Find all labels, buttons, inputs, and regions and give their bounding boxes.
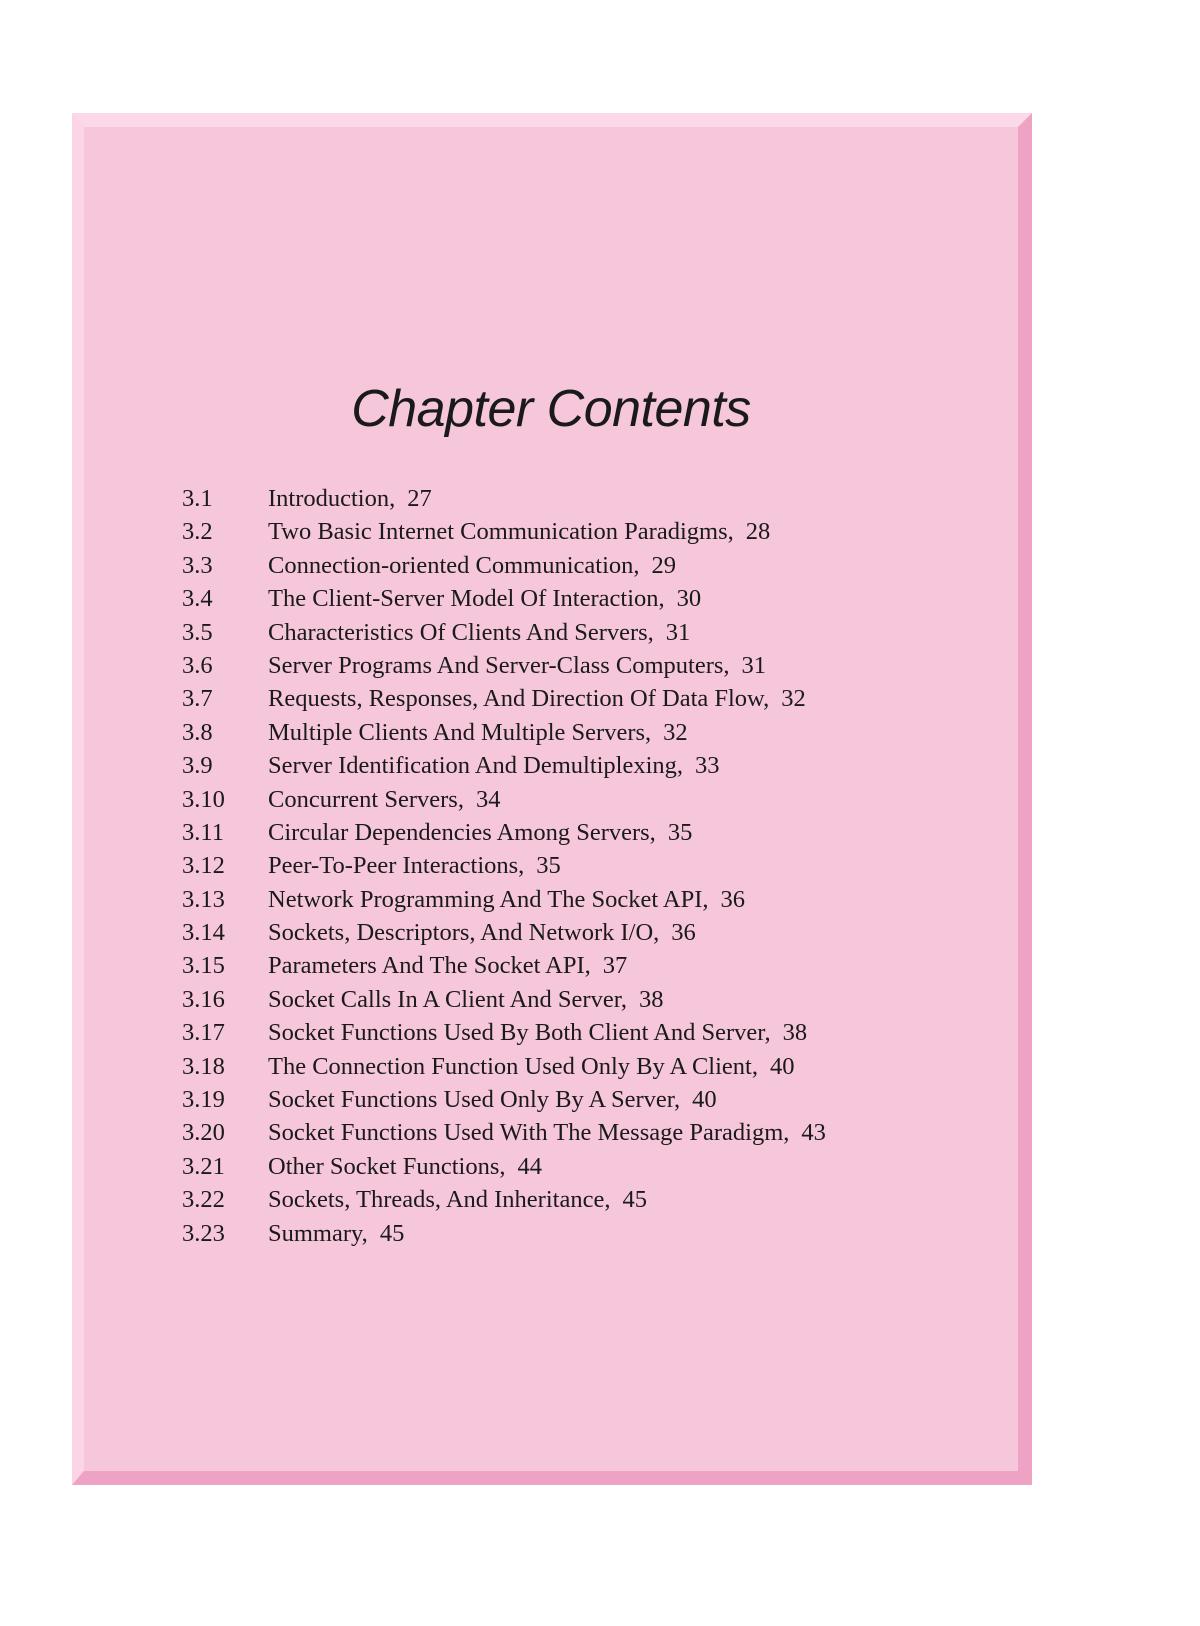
toc-entry [182, 616, 826, 649]
toc-entry-page: 34 [475, 785, 501, 813]
toc-entry-number: 3.16 [182, 985, 225, 1013]
toc-entry-page: 38 [782, 1019, 808, 1047]
toc-entry-number: 3.11 [182, 818, 224, 846]
toc-entry [182, 1050, 826, 1083]
toc-entry-title: Two Basic Internet Communication Paradigms, [268, 518, 734, 546]
toc-entry-number: 3.2 [182, 518, 213, 546]
toc-entry-title: Peer-To-Peer Interactions, [268, 852, 525, 880]
toc-entry-number: 3.1 [182, 485, 213, 512]
toc-entry-number: 3.8 [182, 718, 213, 746]
toc-entry [182, 482, 826, 515]
toc-entry-title: Connection-oriented Communication, [268, 551, 640, 579]
toc-entry-number: 3.9 [182, 752, 213, 780]
toc-entry-page: 32 [663, 718, 688, 746]
toc-entry-title: Sockets, Threads, And Inheritance, [268, 1186, 611, 1214]
toc-entry-page: 43 [801, 1119, 826, 1147]
toc-entry-page: 40 [769, 1052, 795, 1080]
toc-entry-number: 3.15 [182, 952, 225, 980]
toc-entry-page: 31 [741, 651, 767, 679]
toc-entry-title: Introduction, [268, 485, 396, 512]
toc-entry-number: 3.22 [182, 1186, 225, 1214]
toc-entry-title: Other Socket Functions, [268, 1152, 506, 1180]
toc-entry-number: 3.12 [182, 852, 225, 880]
toc-entry [182, 916, 826, 949]
toc-entry-number: 3.21 [182, 1152, 225, 1180]
toc-entry-page: 35 [536, 852, 561, 880]
toc-entry [182, 1183, 826, 1216]
toc-entry-number: 3.4 [182, 585, 213, 613]
toc-entry-number: 3.17 [182, 1019, 225, 1047]
toc-entry-title: The Connection Function Used Only By A Client, [268, 1052, 758, 1080]
toc-entry [182, 749, 826, 782]
toc-entry [182, 716, 826, 749]
toc-entry-title: Server Identification And Demultiplexing, [268, 752, 684, 780]
toc-entry-page: 36 [720, 885, 746, 913]
toc-entry-title: Server Programs And Server-Class Computers, [268, 651, 730, 679]
toc-entry-title: Socket Functions Used By Both Client And Server, [268, 1019, 771, 1047]
toc-entry-title: Parameters And The Socket API, [268, 952, 591, 980]
toc-entry-page: 32 [781, 685, 806, 713]
toc-entry [182, 1116, 826, 1149]
toc-entry-title: The Client-Server Model Of Interaction, [268, 585, 665, 613]
toc-entry-number: 3.5 [182, 618, 213, 646]
toc-entry [182, 983, 826, 1016]
toc-entry-number: 3.18 [182, 1052, 225, 1080]
toc-list [182, 482, 826, 1250]
toc-entry [182, 682, 826, 715]
toc-entry-number: 3.14 [182, 919, 225, 947]
toc-entry-page: 38 [639, 985, 664, 1013]
toc-entry-title: Network Programming And The Socket API, [268, 885, 709, 913]
toc-entry-title: Sockets, Descriptors, And Network I/O, [268, 919, 660, 947]
toc-entry [182, 649, 826, 682]
toc-entry-title: Concurrent Servers, [268, 785, 464, 813]
toc-entry-title: Summary, [268, 1219, 368, 1247]
toc-entry [182, 816, 826, 849]
toc-entry [182, 949, 826, 982]
toc-entry-page: 30 [676, 585, 702, 613]
toc-entry [182, 883, 826, 916]
toc-entry-title: Circular Dependencies Among Servers, [268, 818, 656, 846]
toc-entry [182, 849, 826, 882]
toc-entry-number: 3.19 [182, 1086, 225, 1114]
toc-entry-title: Socket Functions Used With The Message Paradigm, [268, 1119, 790, 1147]
toc-entry [182, 1016, 826, 1049]
toc-entry-number: 3.13 [182, 885, 225, 913]
toc-entry [182, 1083, 826, 1116]
toc-entry-number: 3.6 [182, 651, 213, 679]
toc-entry-title: Socket Calls In A Client And Server, [268, 985, 628, 1013]
toc-entry-page: 33 [695, 752, 720, 780]
toc-entry [182, 582, 826, 615]
toc-entry-title: Characteristics Of Clients And Servers, [268, 618, 654, 646]
toc-entry-page: 40 [692, 1086, 717, 1114]
toc-entry-title: Socket Functions Used Only By A Server, [268, 1086, 681, 1114]
toc-entry-page: 45 [379, 1219, 405, 1247]
toc-entry-title: Multiple Clients And Multiple Servers, [268, 718, 652, 746]
toc-entry-number: 3.10 [182, 785, 225, 813]
toc-entry-number: 3.20 [182, 1119, 225, 1147]
toc-entry [182, 783, 826, 816]
toc-entry-page: 31 [665, 618, 691, 646]
toc-entry-page: 37 [602, 952, 628, 980]
toc-entry-page: 35 [667, 818, 693, 846]
toc-entry-page: 44 [517, 1152, 542, 1180]
toc-entry-title: Requests, Responses, And Direction Of Data Flow, [268, 685, 770, 713]
toc-entry [182, 515, 826, 548]
toc-entry [182, 1217, 826, 1250]
toc-entry-number: 3.3 [182, 551, 213, 579]
toc-entry [182, 549, 826, 582]
toc-entry-page: 29 [651, 551, 677, 579]
toc-entry-number: 3.23 [182, 1219, 225, 1247]
toc-entry [182, 1150, 826, 1183]
chapter-contents-panel [72, 113, 1032, 1485]
toc-entry-number: 3.7 [182, 685, 213, 713]
toc-entry-page: 28 [745, 518, 771, 546]
toc-entry-page: 36 [671, 919, 696, 947]
toc-entry-page: 27 [407, 485, 432, 512]
page-title: Chapter Contents [351, 380, 751, 438]
toc-entry-page: 45 [622, 1186, 647, 1214]
